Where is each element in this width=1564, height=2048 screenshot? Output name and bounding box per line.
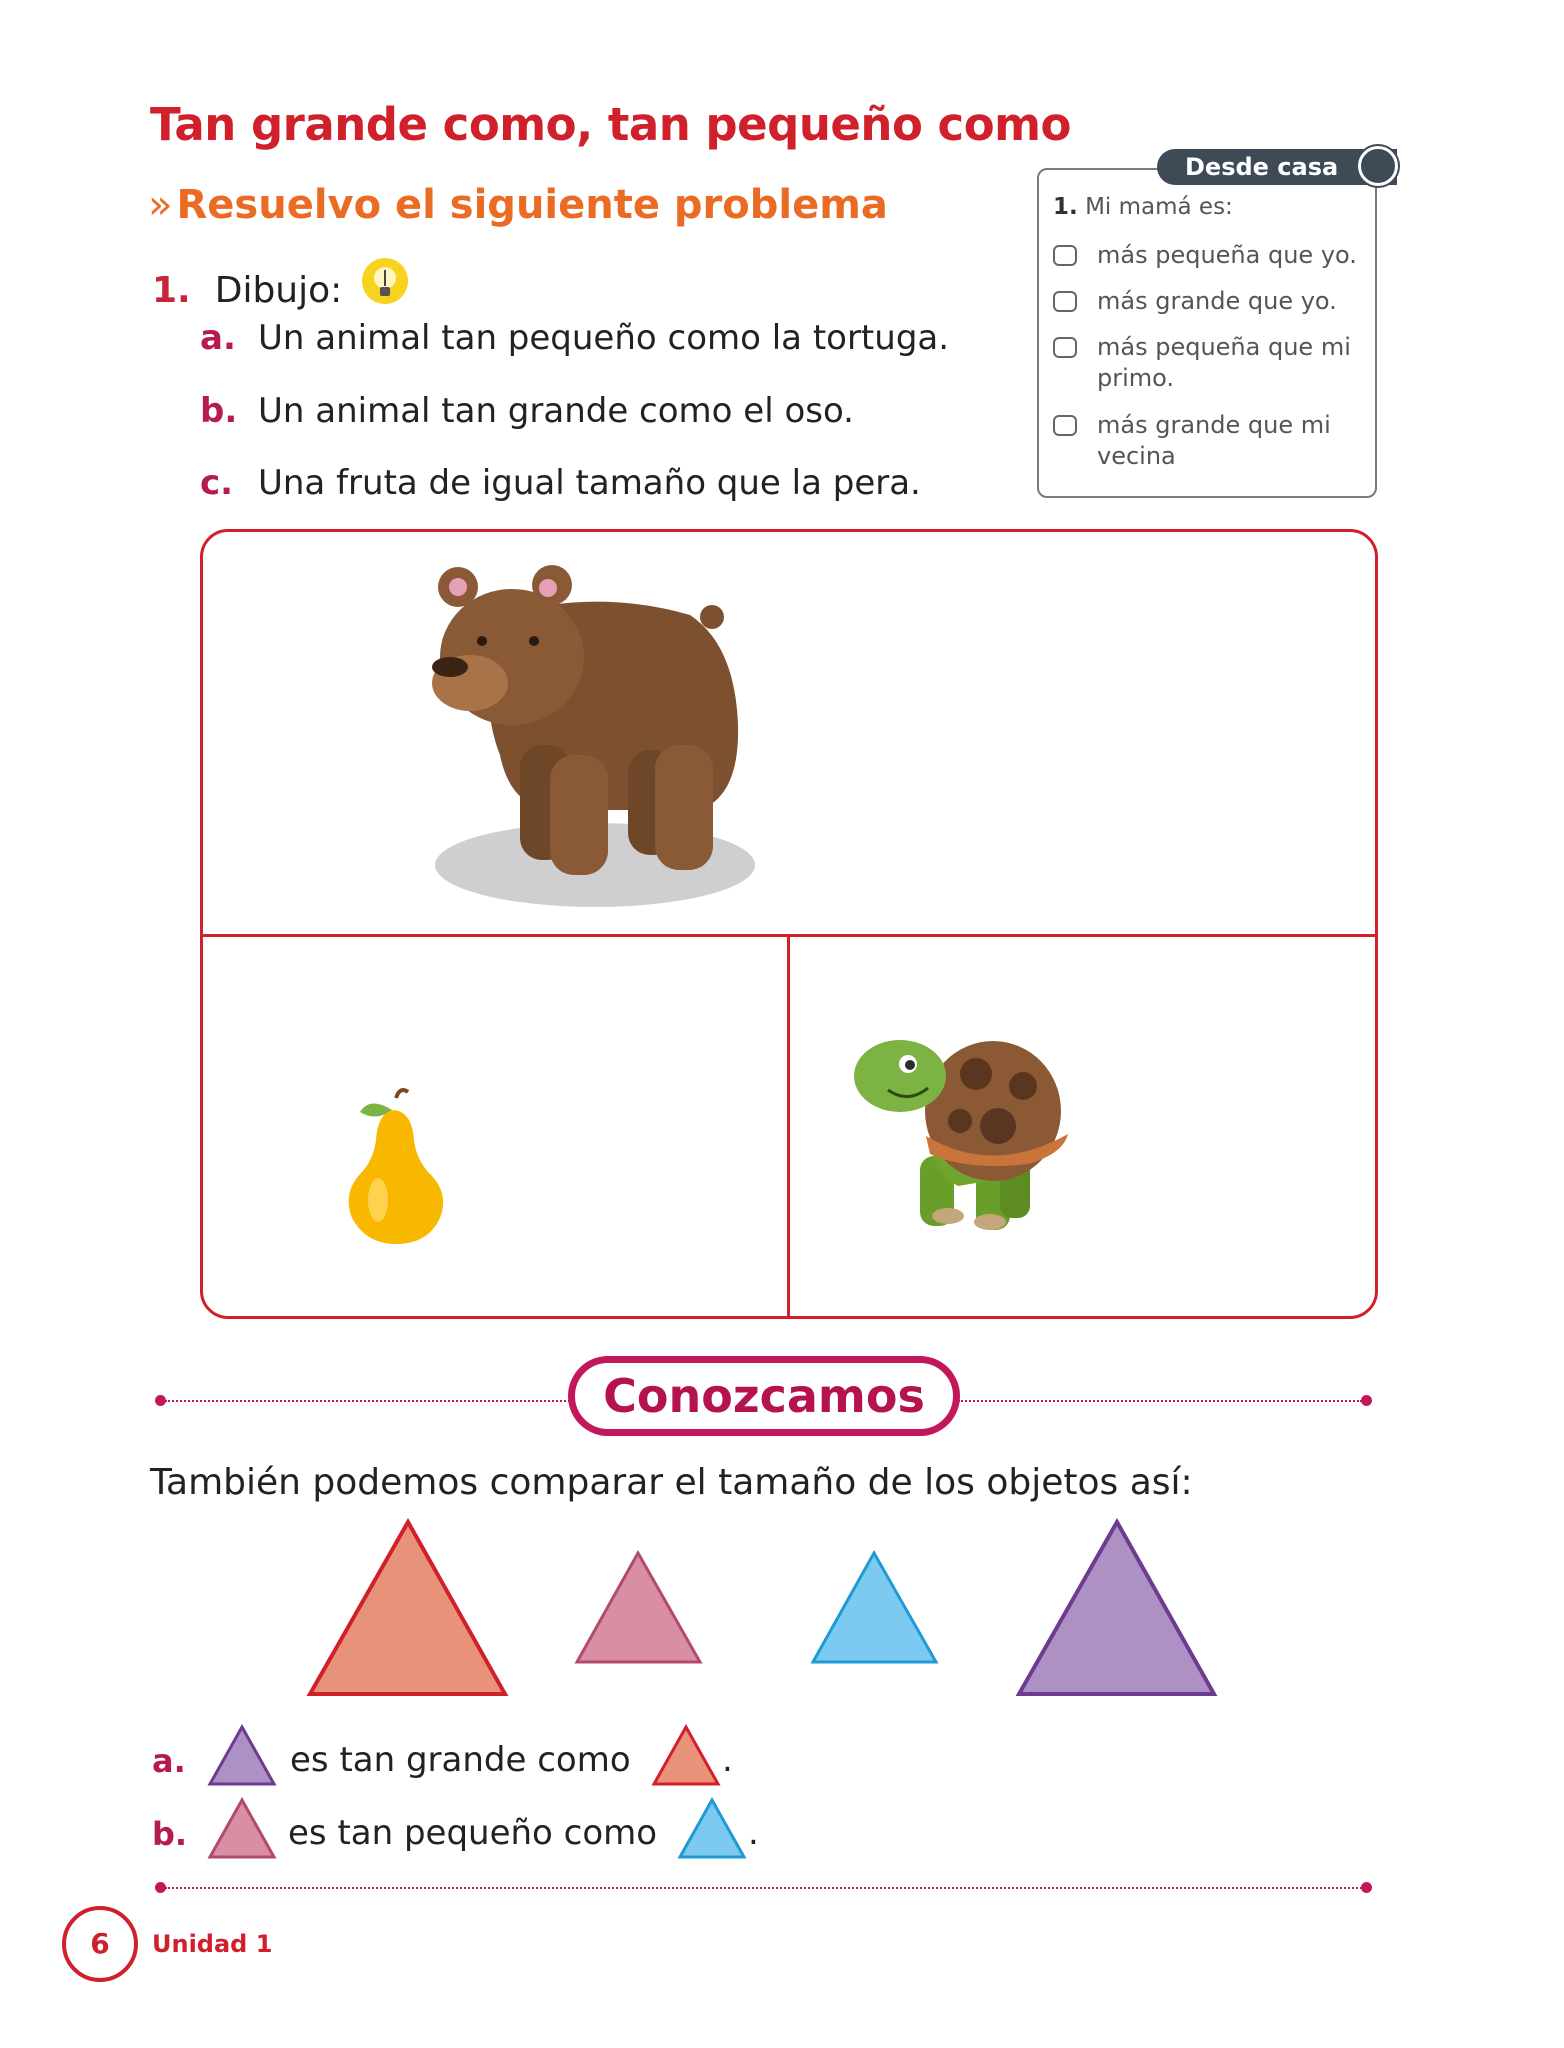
item-text: Un animal tan pequeño como la tortuga. xyxy=(258,318,950,358)
option-label: más pequeña que yo. xyxy=(1097,241,1357,269)
checkbox[interactable] xyxy=(1053,245,1077,266)
pink-triangle-icon xyxy=(206,1797,278,1861)
row-b-letter: b. xyxy=(152,1815,188,1853)
question-text: Dibujo: xyxy=(214,270,343,311)
bottom-dot-right xyxy=(1361,1882,1372,1893)
orange-triangle xyxy=(310,1522,505,1694)
triangles-row xyxy=(300,1515,1330,1700)
home-option-1[interactable] xyxy=(1053,240,1367,271)
item-letter: b. xyxy=(200,391,238,431)
item-text: Un animal tan grande como el oso. xyxy=(258,391,854,431)
purple-triangle xyxy=(1019,1522,1214,1694)
row-a-end: . xyxy=(722,1740,733,1780)
pear-illustration xyxy=(330,1088,460,1248)
row-a-letter: a. xyxy=(152,1742,186,1780)
row-b-end: . xyxy=(748,1813,759,1853)
item-text: Una fruta de igual tamaño que la pera. xyxy=(258,463,921,503)
question-prompt xyxy=(152,256,410,315)
option-label: más grande que mi vecina xyxy=(1097,411,1331,470)
section-subtitle xyxy=(148,182,888,228)
question-item-b xyxy=(200,391,854,431)
checkbox[interactable] xyxy=(1053,337,1077,358)
section-intro: También podemos comparar el tamaño de los objetos así: xyxy=(150,1462,1193,1503)
item-letter: c. xyxy=(200,463,234,503)
home-question-text: Mi mamá es: xyxy=(1085,194,1233,220)
orange-triangle-icon xyxy=(650,1724,722,1788)
question-item-c xyxy=(200,463,921,503)
question-item-a xyxy=(200,318,949,358)
section-divider-left xyxy=(165,1400,570,1402)
home-option-4[interactable] xyxy=(1053,410,1367,472)
page-number: 6 xyxy=(62,1906,138,1982)
home-question xyxy=(1053,194,1233,220)
section-dot-right xyxy=(1361,1395,1372,1406)
item-letter: a. xyxy=(200,318,236,358)
tab-dot-icon xyxy=(1358,146,1398,186)
checkbox[interactable] xyxy=(1053,415,1077,436)
blue-triangle xyxy=(813,1553,936,1662)
blue-triangle-icon xyxy=(676,1797,748,1861)
section-title: Conozcamos xyxy=(568,1356,960,1436)
section-divider-right xyxy=(958,1400,1362,1402)
turtle-illustration xyxy=(848,1026,1078,1246)
option-label: más pequeña que mi primo. xyxy=(1097,333,1351,392)
row-b-text: es tan pequeño como xyxy=(288,1813,658,1853)
home-question-number: 1. xyxy=(1053,194,1078,220)
home-activity-tab: Desde casa xyxy=(1157,149,1397,185)
unit-label: Unidad 1 xyxy=(152,1930,273,1958)
bear-illustration xyxy=(400,555,820,935)
purple-triangle-icon xyxy=(206,1724,278,1788)
checkbox[interactable] xyxy=(1053,291,1077,312)
subtitle-text: Resuelvo el siguiente problema xyxy=(176,182,888,228)
question-number: 1. xyxy=(152,270,191,311)
home-option-2[interactable] xyxy=(1053,286,1367,317)
panel-divider-vertical xyxy=(787,935,790,1317)
bottom-divider xyxy=(165,1887,1362,1889)
home-option-3[interactable] xyxy=(1053,332,1367,394)
option-label: más grande que yo. xyxy=(1097,287,1337,315)
subtitle-marker: » xyxy=(148,182,173,228)
lightbulb-icon xyxy=(360,256,410,315)
page-title: Tan grande como, tan pequeño como xyxy=(150,98,1071,151)
row-a-text: es tan grande como xyxy=(290,1740,631,1780)
pink-triangle xyxy=(577,1553,700,1662)
